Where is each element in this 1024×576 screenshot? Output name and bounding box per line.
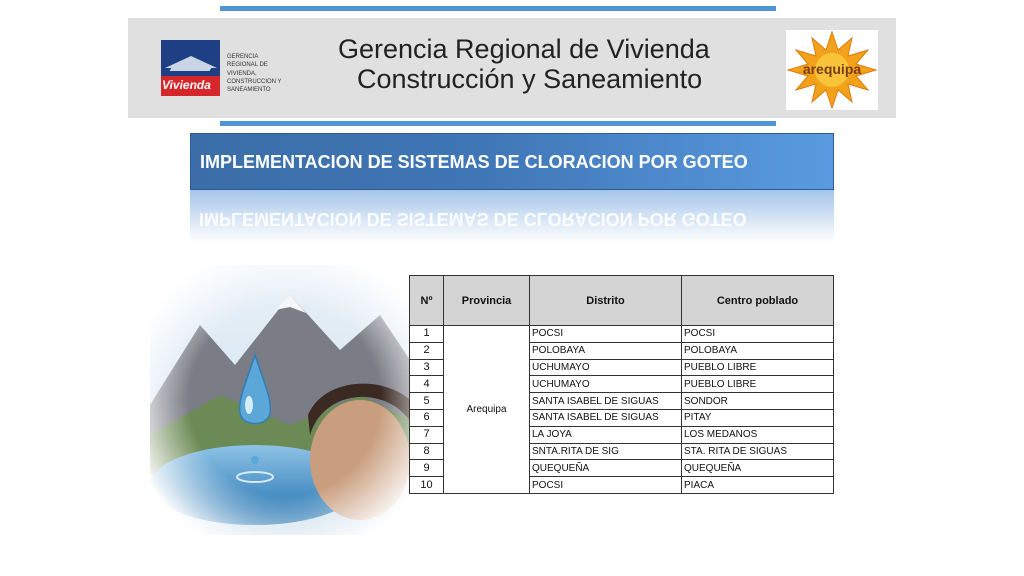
illustration-fade [140, 255, 430, 545]
section-title: IMPLEMENTACION DE SISTEMAS DE CLORACION POR GOTEO [200, 152, 748, 172]
cell-centro-poblado: STA. RITA DE SIGUAS [682, 443, 834, 460]
cell-numero: 3 [410, 359, 444, 376]
table-header-row [410, 276, 834, 326]
cell-numero: 10 [410, 477, 444, 494]
logo-caption: GERENCIA REGIONAL DE VIVIENDA, CONSTRUCCION Y SANEAMIENTO [227, 54, 282, 94]
arequipa-sun-emblem [786, 30, 878, 110]
cell-centro-poblado: SONDOR [682, 393, 834, 410]
section-title-reflection: IMPLEMENTACION DE SISTEMAS DE CLORACION POR GOTEO [199, 209, 747, 229]
cell-distrito: QUEQUEÑA [530, 460, 682, 477]
section-banner-reflection [190, 190, 834, 245]
water-drop-mountain-illustration [140, 255, 430, 545]
cell-numero: 4 [410, 376, 444, 393]
page-title-line2: Construcción y Saneamiento [357, 64, 703, 94]
cell-distrito: SNTA.RITA DE SIG [530, 443, 682, 460]
column-header-distrito: Distrito [530, 276, 682, 326]
cell-centro-poblado: PUEBLO LIBRE [682, 359, 834, 376]
section-banner [190, 133, 834, 190]
cell-numero: 6 [410, 409, 444, 426]
page-title-line1: Gerencia Regional de Vivienda [338, 34, 710, 64]
column-header-centro-poblado: Centro poblado [682, 276, 834, 326]
cell-centro-poblado: QUEQUEÑA [682, 460, 834, 477]
column-header-provincia: Provincia [444, 276, 530, 326]
emblem-text: arequipa [802, 61, 862, 77]
cell-centro-poblado: PITAY [682, 409, 834, 426]
cell-centro-poblado: LOS MEDANOS [682, 426, 834, 443]
column-header-numero: Nº [410, 276, 444, 326]
logo-word: Vivienda [162, 78, 211, 92]
cloracion-table [409, 275, 834, 494]
cell-distrito: SANTA ISABEL DE SIGUAS [530, 393, 682, 410]
cell-numero: 2 [410, 342, 444, 359]
table-row [410, 326, 834, 343]
vivienda-logo [161, 40, 220, 96]
logo-roof-stroke [170, 66, 213, 71]
cell-distrito: POCSI [530, 326, 682, 343]
cell-centro-poblado: POLOBAYA [682, 342, 834, 359]
cell-distrito: POLOBAYA [530, 342, 682, 359]
cell-centro-poblado: POCSI [682, 326, 834, 343]
cell-numero: 9 [410, 460, 444, 477]
cell-numero: 5 [410, 393, 444, 410]
cell-centro-poblado: PIACA [682, 477, 834, 494]
bottom-accent-bar [220, 121, 776, 126]
cell-distrito: LA JOYA [530, 426, 682, 443]
cell-centro-poblado: PUEBLO LIBRE [682, 376, 834, 393]
cell-numero: 1 [410, 326, 444, 343]
cell-numero: 7 [410, 426, 444, 443]
cell-distrito: UCHUMAYO [530, 376, 682, 393]
cell-distrito: SANTA ISABEL DE SIGUAS [530, 409, 682, 426]
top-accent-bar [220, 6, 776, 11]
cell-distrito: UCHUMAYO [530, 359, 682, 376]
cell-distrito: POCSI [530, 477, 682, 494]
cell-numero: 8 [410, 443, 444, 460]
cell-provincia: Arequipa [444, 326, 530, 494]
